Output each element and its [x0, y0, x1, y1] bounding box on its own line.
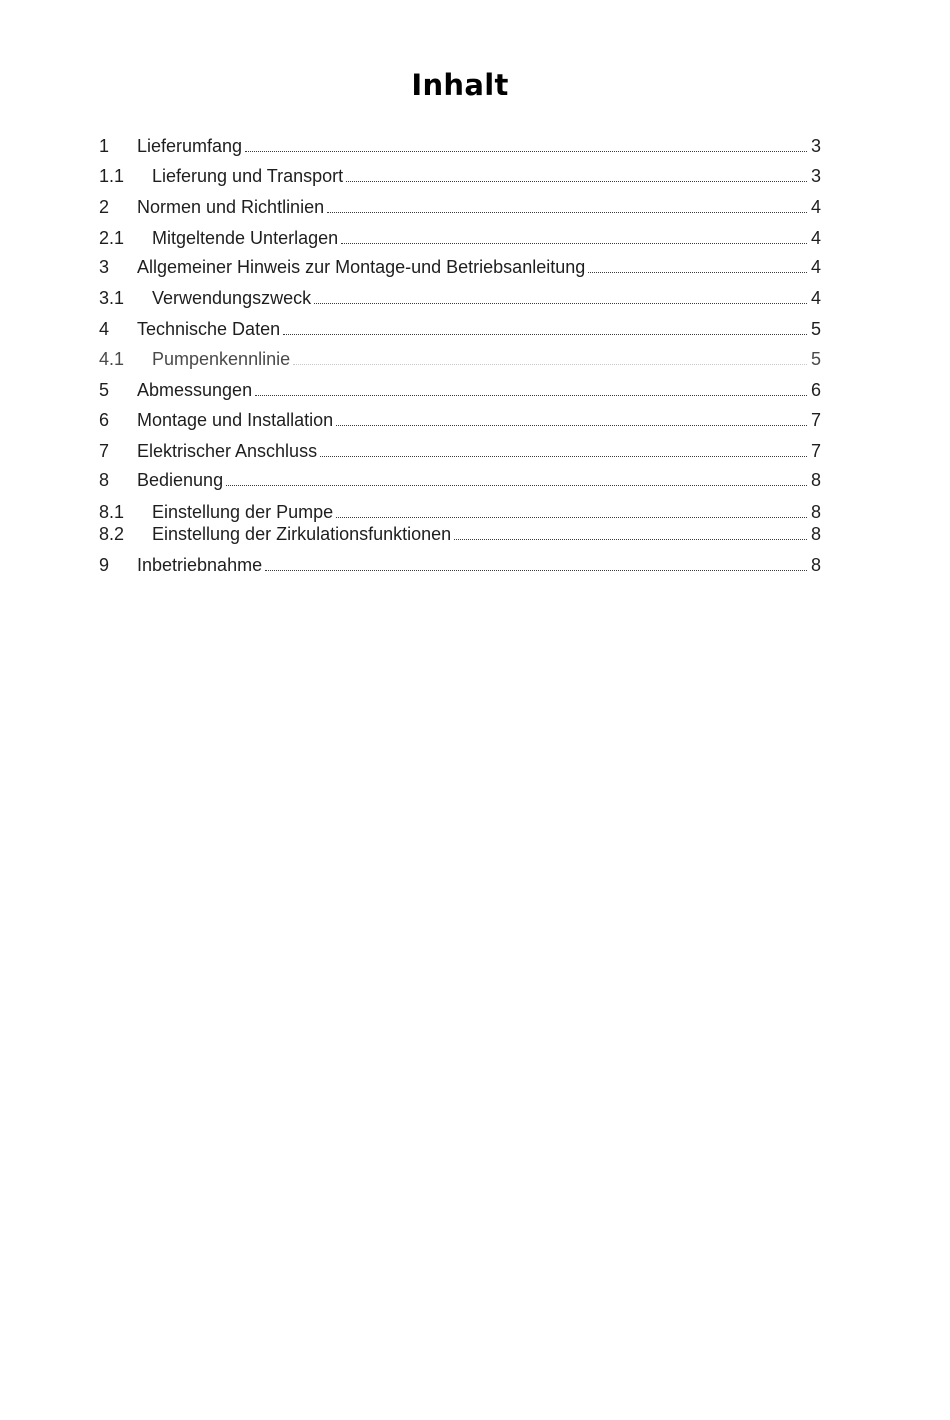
dot-leader: [226, 484, 807, 486]
dot-leader: [346, 180, 807, 182]
toc-entry-6[interactable]: [99, 407, 821, 431]
toc-entry-1[interactable]: [99, 133, 821, 157]
toc-entry-page: 4: [810, 228, 821, 248]
toc-entry-page: 7: [810, 441, 821, 461]
toc-entry-number: 3: [99, 257, 110, 277]
toc-entry-page: 8: [810, 470, 821, 490]
toc-entry-page: 5: [810, 349, 821, 369]
toc-entry-label: Abmessungen: [137, 380, 253, 400]
dot-leader: [283, 333, 807, 335]
toc-entry-page: 8: [810, 524, 821, 544]
toc-entry-2[interactable]: [99, 194, 821, 218]
toc-entry-label: Verwendungszweck: [152, 288, 312, 308]
dot-leader: [293, 363, 807, 365]
toc-entry-number: 2.1: [99, 228, 125, 248]
toc-entry-3-1[interactable]: [99, 285, 821, 309]
toc-entry-8[interactable]: [99, 467, 821, 491]
toc-entry-number: 4.1: [99, 349, 125, 369]
toc-entry-label: Elektrischer Anschluss: [137, 441, 318, 461]
toc-entry-number: 5: [99, 380, 110, 400]
toc-entry-2-1[interactable]: [99, 225, 821, 249]
toc-entry-8-2[interactable]: [99, 521, 821, 545]
toc-entry-page: 4: [810, 288, 821, 308]
toc-entry-4-1[interactable]: [99, 346, 821, 370]
toc-entry-page: 4: [810, 257, 821, 277]
toc-entry-label: Mitgeltende Unterlagen: [152, 228, 339, 248]
toc-entry-label: Bedienung: [137, 470, 224, 490]
dot-leader: [320, 455, 807, 457]
toc-entry-label: Lieferung und Transport: [152, 166, 344, 186]
toc-entry-number: 8: [99, 470, 110, 490]
page-title: Inhalt: [411, 68, 509, 102]
toc-entry-page: 3: [810, 166, 821, 186]
toc-entry-number: 8.2: [99, 524, 125, 544]
toc-entry-page: 4: [810, 197, 821, 217]
toc-entry-number: 6: [99, 410, 110, 430]
toc-entry-page: 8: [810, 502, 821, 522]
toc-entry-label: Pumpenkennlinie: [152, 349, 291, 369]
toc-entry-label: Einstellung der Zirkulationsfunktionen: [152, 524, 452, 544]
toc-entry-page: 5: [810, 319, 821, 339]
dot-leader: [588, 271, 807, 273]
toc-entry-label: Normen und Richtlinien: [137, 197, 325, 217]
toc-entry-label: Inbetriebnahme: [137, 555, 263, 575]
toc-entry-number: 1: [99, 136, 110, 156]
dot-leader: [265, 569, 807, 571]
toc-entry-8-1[interactable]: [99, 499, 821, 523]
dot-leader: [314, 302, 807, 304]
toc-entry-page: 6: [810, 380, 821, 400]
toc-entry-label: Allgemeiner Hinweis zur Montage-und Betriebsanleitung: [137, 257, 586, 277]
dot-leader: [336, 516, 807, 518]
toc-entry-1-1[interactable]: [99, 163, 821, 187]
dot-leader: [341, 242, 807, 244]
toc-entry-7[interactable]: [99, 438, 821, 462]
toc-entry-page: 7: [810, 410, 821, 430]
toc-entry-5[interactable]: [99, 377, 821, 401]
dot-leader: [245, 150, 807, 152]
toc-entry-label: Montage und Installation: [137, 410, 334, 430]
toc-entry-page: 8: [810, 555, 821, 575]
dot-leader: [454, 538, 807, 540]
toc-entry-number: 2: [99, 197, 110, 217]
toc-entry-4[interactable]: [99, 316, 821, 340]
toc-entry-number: 3.1: [99, 288, 125, 308]
toc-entry-page: 3: [810, 136, 821, 156]
toc-entry-3[interactable]: [99, 254, 821, 278]
toc-entry-number: 8.1: [99, 502, 125, 522]
dot-leader: [327, 211, 807, 213]
toc-entry-label: Lieferumfang: [137, 136, 243, 156]
toc-entry-number: 1.1: [99, 166, 125, 186]
dot-leader: [255, 394, 807, 396]
dot-leader: [336, 424, 807, 426]
toc-entry-number: 4: [99, 319, 110, 339]
toc-entry-9[interactable]: [99, 552, 821, 576]
toc-entry-label: Technische Daten: [137, 319, 281, 339]
toc-entry-number: 7: [99, 441, 110, 461]
toc-entry-label: Einstellung der Pumpe: [152, 502, 334, 522]
toc-entry-number: 9: [99, 555, 110, 575]
